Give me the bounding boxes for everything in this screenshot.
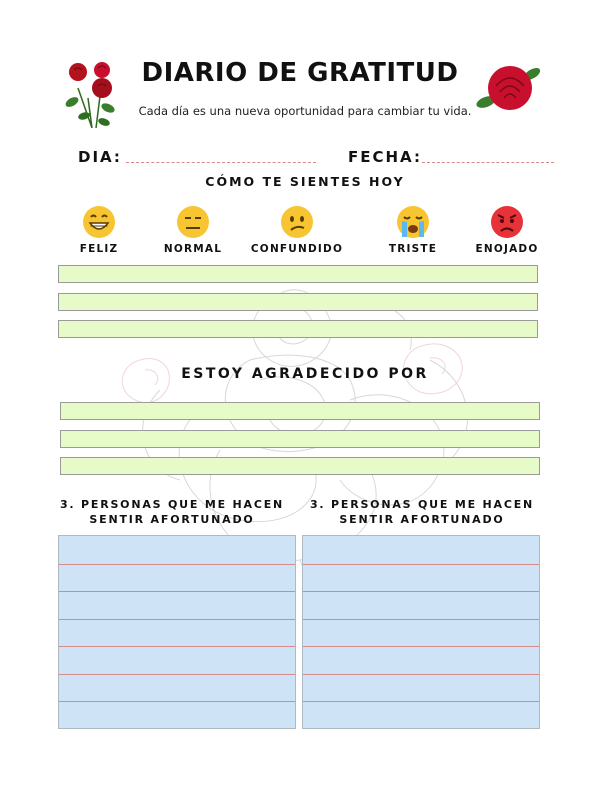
angry-face-icon [490,205,524,239]
mood-label: ENOJADO [475,243,539,255]
dia-label: DIA: [78,148,122,166]
mood-option-normal[interactable] [143,205,243,255]
mood-note-line[interactable] [58,265,538,283]
grateful-line[interactable] [60,430,540,448]
ruled-line [59,591,295,592]
expressionless-face-icon [176,205,210,239]
ruled-line [303,564,539,565]
confused-face-icon [280,205,314,239]
fecha-field[interactable] [422,162,554,163]
people-left-title: 3. PERSONAS QUE ME HACEN SENTIR AFORTUNADO [59,498,285,526]
mood-option-triste[interactable] [363,205,463,255]
ruled-line [59,674,295,675]
people-left-box[interactable] [58,535,296,729]
fecha-label: FECHA: [348,148,422,166]
mood-option-enojado[interactable] [457,205,557,255]
people-right-box[interactable] [302,535,540,729]
grateful-section-title: ESTOY AGRADECIDO POR [181,366,429,382]
mood-label: NORMAL [163,243,223,255]
ruled-line [303,646,539,647]
mood-note-line[interactable] [58,320,538,338]
ruled-line [303,619,539,620]
mood-option-feliz[interactable] [49,205,149,255]
crying-face-icon [396,205,430,239]
ruled-line [303,701,539,702]
grateful-line[interactable] [60,457,540,475]
mood-label: FELIZ [79,243,119,255]
mood-label: TRISTE [388,243,438,255]
mood-label: CONFUNDIDO [250,243,344,255]
grateful-line[interactable] [60,402,540,420]
ruled-line [59,701,295,702]
grinning-face-icon [82,205,116,239]
page-subtitle: Cada día es una nueva oportunidad para cambiar tu vida. [138,104,472,118]
page-title: DIARIO DE GRATITUD [141,58,459,88]
people-right-title: 3. PERSONAS QUE ME HACEN SENTIR AFORTUNADO [309,498,535,526]
mood-option-confundido[interactable] [247,205,347,255]
ruled-line [303,591,539,592]
ruled-line [59,646,295,647]
ruled-line [59,564,295,565]
ruled-line [303,674,539,675]
dia-field[interactable] [126,162,316,163]
ruled-line [59,619,295,620]
mood-section-title: CÓMO TE SIENTES HOY [205,174,405,189]
mood-note-line[interactable] [58,293,538,311]
